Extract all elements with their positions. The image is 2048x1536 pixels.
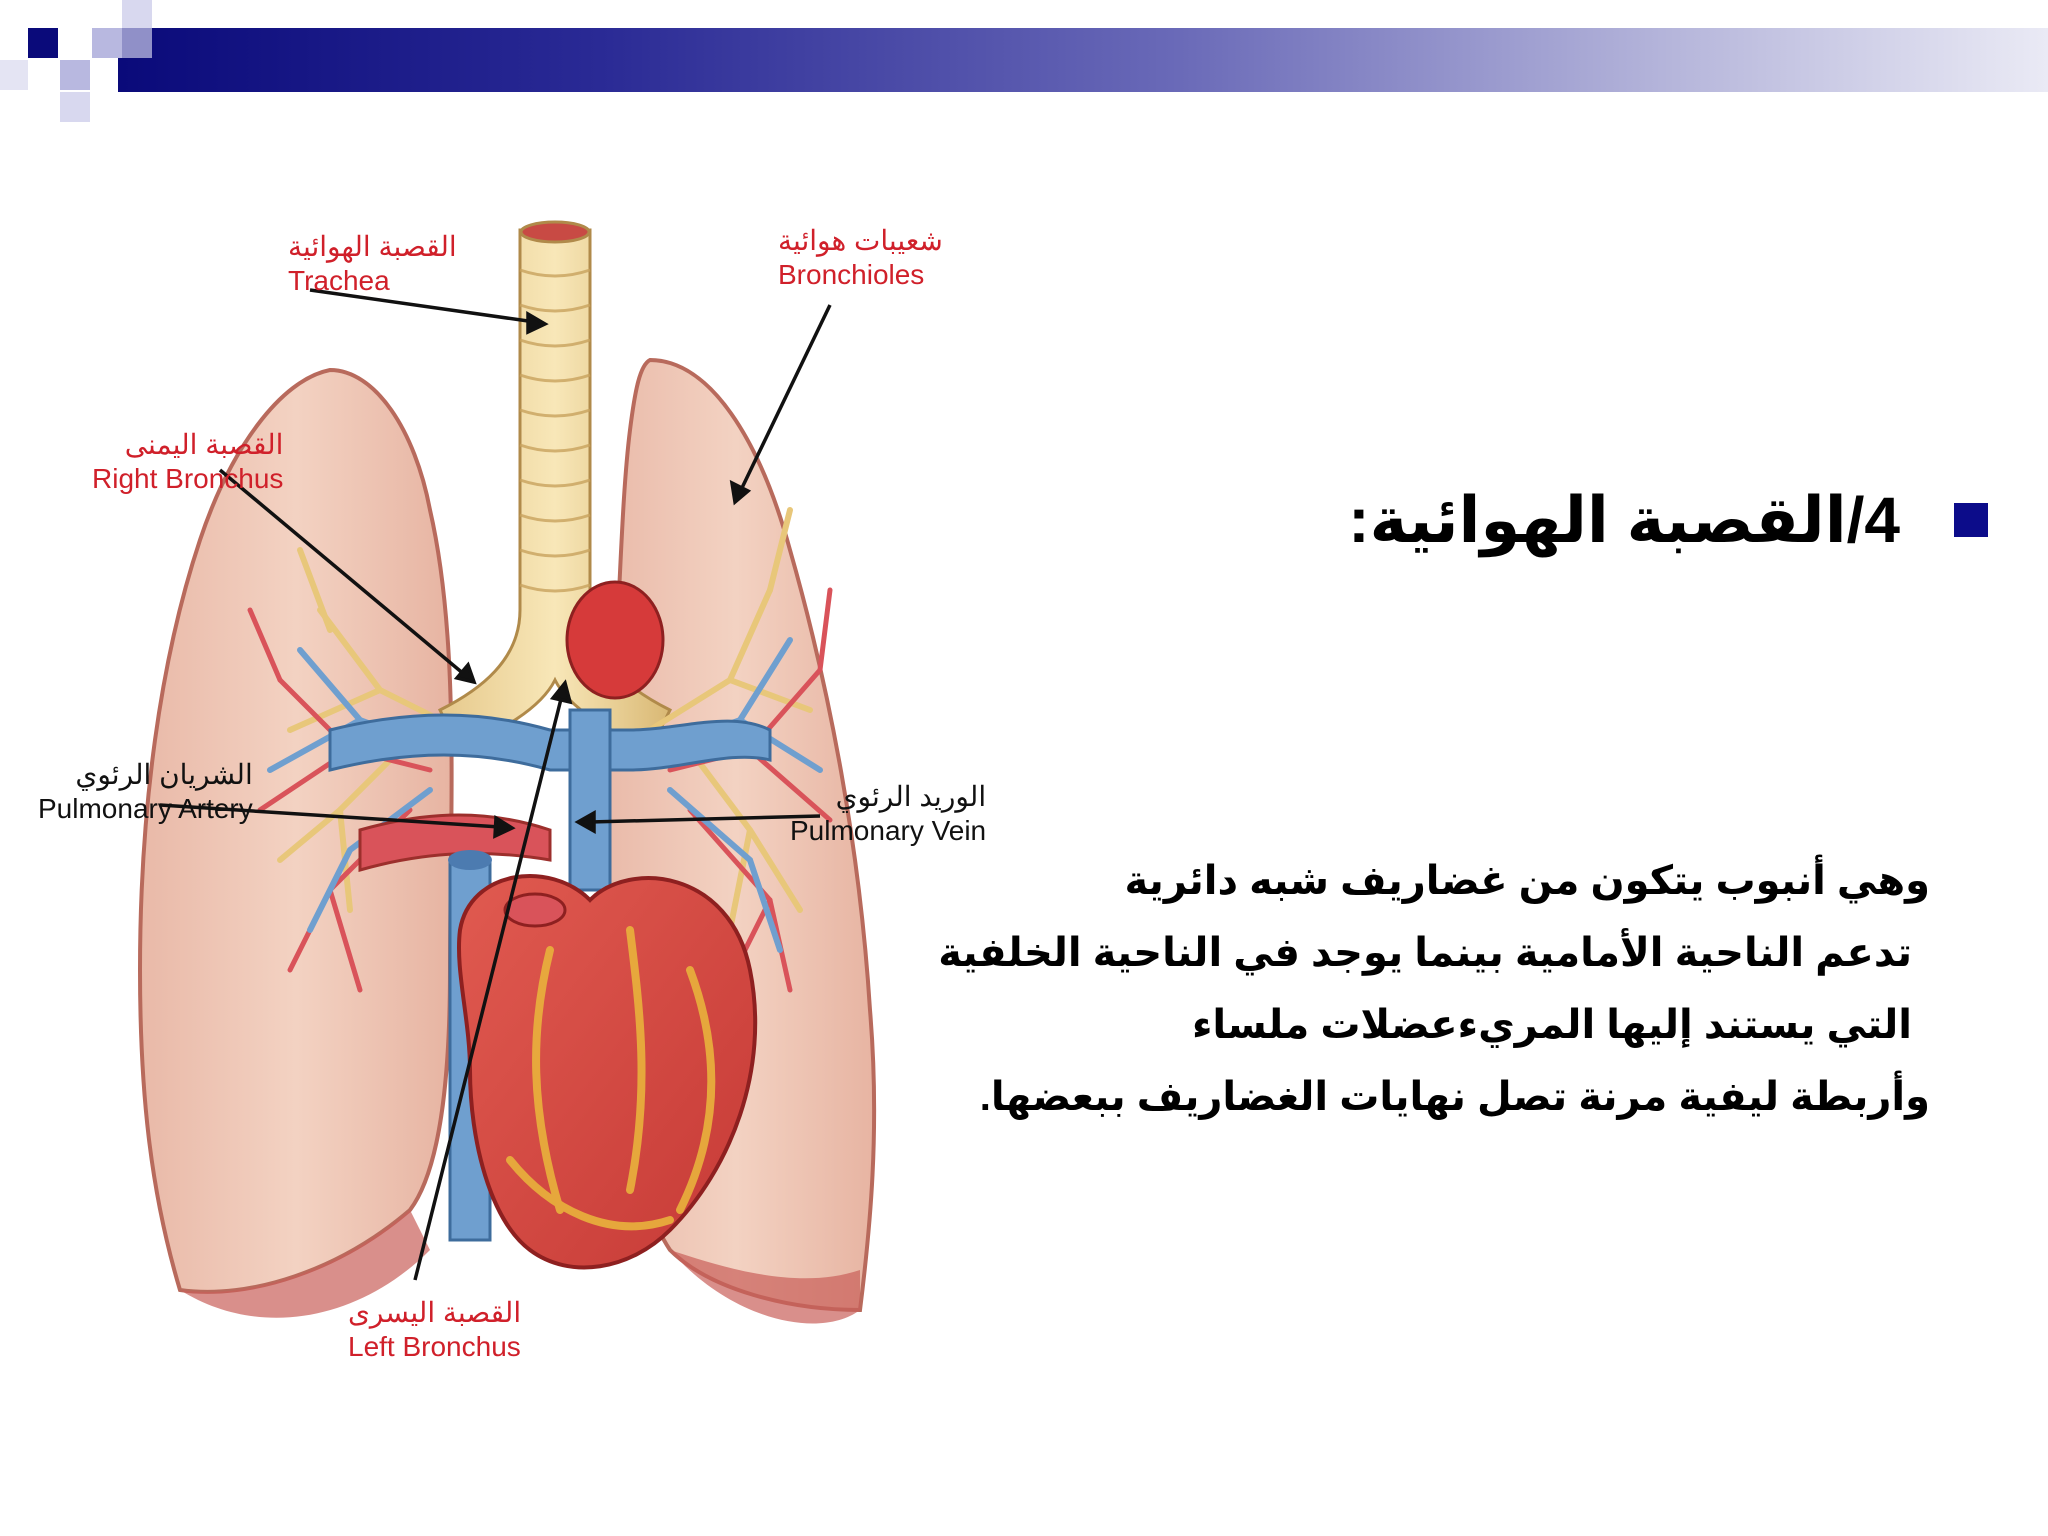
right-bronchus-label-en: Right Bronchus bbox=[92, 463, 284, 494]
pulmonary-vein-label-en: Pulmonary Vein bbox=[790, 815, 987, 846]
banner-square bbox=[60, 60, 90, 90]
right-bronchus-label-ar: القصبة اليمنى bbox=[124, 429, 284, 460]
aortic-arch bbox=[567, 582, 663, 698]
body-line: التي يستند إليها المريءعضلات ملساء bbox=[1191, 1003, 1912, 1047]
bronchioles-label bbox=[778, 224, 943, 292]
trachea-label-en: Trachea bbox=[288, 265, 390, 296]
header-banner bbox=[0, 0, 2048, 124]
left-bronchus-label bbox=[348, 1296, 521, 1364]
banner-square bbox=[92, 28, 122, 58]
heading-row bbox=[1348, 460, 1988, 580]
banner-square bbox=[122, 28, 152, 58]
pulmonary-artery-label bbox=[38, 758, 253, 826]
respiratory-system-illustration bbox=[30, 210, 987, 1430]
trachea-label bbox=[288, 230, 457, 298]
pulmonary-artery-label-en: Pulmonary Artery bbox=[38, 793, 253, 824]
banner-square bbox=[60, 92, 90, 122]
slide-heading: 4/القصبة الهوائية: bbox=[1348, 483, 1900, 556]
pulmonary-vein-label bbox=[790, 780, 986, 848]
body-paragraph bbox=[860, 845, 1930, 1133]
header-gradient-bar bbox=[118, 28, 2048, 92]
body-line: وأربطة ليفية مرنة تصل نهايات الغضاريف ببعضها. bbox=[979, 1075, 1930, 1119]
bronchioles-label-ar: شعيبات هوائية bbox=[778, 225, 943, 256]
right-bronchus-label bbox=[92, 428, 283, 496]
body-line: وهي أنبوب يتكون من غضاريف شبه دائرية bbox=[1124, 859, 1930, 903]
pulmonary-artery-label-ar: الشريان الرئوي bbox=[75, 759, 253, 790]
bronchioles-label-en: Bronchioles bbox=[778, 259, 925, 290]
banner-square bbox=[122, 0, 152, 30]
square-bullet-icon bbox=[1954, 503, 1988, 537]
left-bronchus-label-ar: القصبة اليسرى bbox=[348, 1297, 522, 1328]
banner-square bbox=[0, 60, 28, 90]
pulmonary-vein-label-ar: الوريد الرئوي bbox=[835, 781, 987, 812]
banner-square bbox=[28, 28, 58, 58]
body-line: تدعم الناحية الأمامية بينما يوجد في الناحية الخلفية bbox=[938, 931, 1912, 975]
left-bronchus-label-en: Left Bronchus bbox=[348, 1331, 521, 1362]
trachea-label-ar: القصبة الهوائية bbox=[288, 231, 457, 262]
